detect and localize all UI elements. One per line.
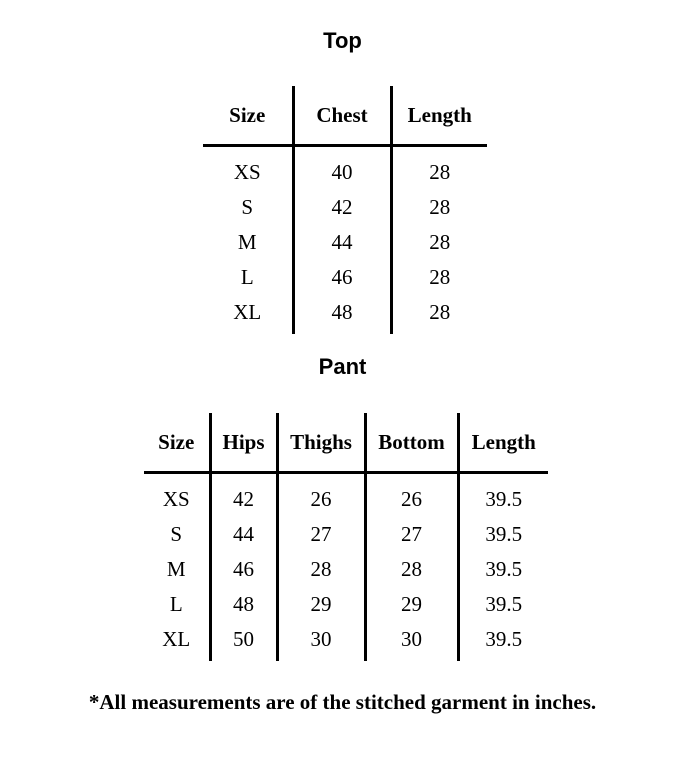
pant-header-bottom: Bottom — [365, 413, 458, 473]
pant-hips-cell: 44 — [210, 517, 277, 552]
pant-length-cell: 39.5 — [458, 552, 548, 587]
pant-thighs-cell: 26 — [277, 473, 365, 518]
pant-title: Pant — [318, 354, 367, 379]
pant-thighs-cell: 30 — [277, 622, 365, 661]
pant-thighs-cell: 27 — [277, 517, 365, 552]
pant-bottom-cell: 26 — [365, 473, 458, 518]
top-size-cell: XL — [233, 300, 262, 324]
pant-hips-cell: 48 — [210, 587, 277, 622]
table-row — [144, 473, 548, 518]
top-header-chest: Chest — [293, 86, 391, 146]
pant-hips-cell: 50 — [210, 622, 277, 661]
pant-size-cell: XS — [162, 487, 190, 511]
pant-bottom-cell: 28 — [365, 552, 458, 587]
pant-size-table — [144, 413, 548, 661]
table-row — [203, 146, 487, 191]
table-row — [144, 552, 548, 587]
table-row — [203, 190, 487, 225]
table-row — [144, 622, 548, 661]
top-length-cell: 28 — [391, 295, 487, 334]
top-length-cell: 28 — [391, 190, 487, 225]
table-row — [144, 517, 548, 552]
pant-size-cell: L — [169, 592, 183, 616]
pant-header-thighs: Thighs — [277, 413, 365, 473]
measurement-note: *All measurements are of the stitched garment in inches. — [88, 690, 597, 714]
pant-size-cell: M — [166, 557, 186, 581]
pant-bottom-cell: 29 — [365, 587, 458, 622]
top-header-size: Size — [229, 102, 266, 127]
top-length-cell: 28 — [391, 225, 487, 260]
pant-bottom-cell: 30 — [365, 622, 458, 661]
top-length-cell: 28 — [391, 260, 487, 295]
pant-length-cell: 39.5 — [458, 622, 548, 661]
top-header-row — [203, 86, 487, 146]
table-row — [144, 587, 548, 622]
table-row — [203, 260, 487, 295]
pant-length-cell: 39.5 — [458, 517, 548, 552]
top-size-cell: L — [240, 265, 254, 289]
top-header-length: Length — [391, 86, 487, 146]
top-title: Top — [323, 28, 362, 53]
pant-hips-cell: 42 — [210, 473, 277, 518]
pant-bottom-cell: 27 — [365, 517, 458, 552]
top-length-cell: 28 — [391, 146, 487, 191]
pant-thighs-cell: 28 — [277, 552, 365, 587]
pant-size-cell: S — [170, 522, 183, 546]
pant-header-row — [144, 413, 548, 473]
pant-length-cell: 39.5 — [458, 473, 548, 518]
table-row — [203, 295, 487, 334]
pant-hips-cell: 46 — [210, 552, 277, 587]
top-chest-cell: 48 — [293, 295, 391, 334]
top-size-cell: XS — [233, 160, 261, 184]
table-row — [203, 225, 487, 260]
top-size-cell: M — [237, 230, 257, 254]
pant-length-cell: 39.5 — [458, 587, 548, 622]
pant-header-size: Size — [158, 429, 195, 454]
top-chest-cell: 44 — [293, 225, 391, 260]
top-size-table — [203, 86, 487, 334]
top-size-cell: S — [241, 195, 254, 219]
top-chest-cell: 40 — [293, 146, 391, 191]
pant-thighs-cell: 29 — [277, 587, 365, 622]
top-chest-cell: 42 — [293, 190, 391, 225]
pant-header-hips: Hips — [210, 413, 277, 473]
pant-header-length: Length — [458, 413, 548, 473]
pant-size-cell: XL — [162, 627, 191, 651]
top-chest-cell: 46 — [293, 260, 391, 295]
